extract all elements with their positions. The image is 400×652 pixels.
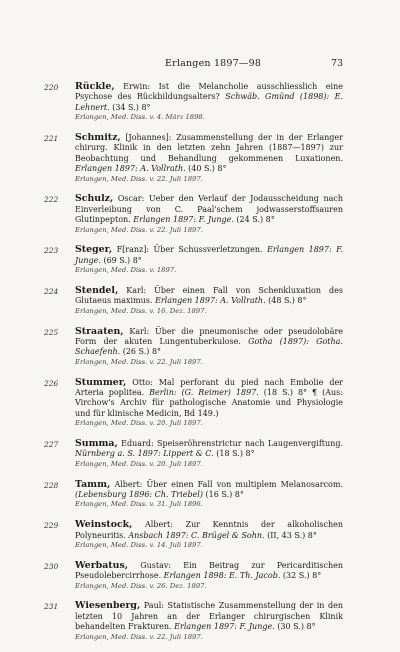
entry-extent: (26 S.) 8°	[120, 347, 162, 357]
author-surname: Schulz,	[75, 193, 114, 205]
author-given-name: Otto:	[126, 377, 153, 387]
author-surname: Straaten,	[75, 325, 124, 337]
entry-text	[75, 561, 343, 582]
entry-dissertation-note: Erlangen, Med. Diss. v. 14. Juli 1897.	[75, 541, 203, 549]
entry-text	[75, 286, 343, 307]
author-given-name: Eduard:	[117, 439, 154, 448]
entry-publication: Nürnberg a. S. 1897: Lippert & C.	[75, 449, 214, 459]
entry-text	[75, 245, 343, 266]
author-given-name: Albert:	[110, 479, 143, 489]
list-item	[0, 520, 400, 550]
list-item	[0, 480, 400, 510]
entry-publication: Erlangen 1897: F. Junge.	[174, 622, 275, 632]
entry-number: 226	[44, 378, 59, 388]
entry-number: 227	[44, 440, 59, 449]
entry-text	[75, 378, 343, 420]
page-header	[0, 58, 400, 74]
list-item	[0, 439, 400, 469]
entry-number: 221	[44, 134, 59, 143]
entry-extent: (32 S.) 8°	[280, 571, 322, 581]
entry-publication: Erlangen 1897: A. Vollrath.	[75, 164, 186, 174]
entry-extent: (40 S.) 8°	[185, 164, 227, 174]
entry-extent: (24 S.) 8°	[233, 215, 275, 225]
entry-extent: (18 S.) 8° ¶ (Aus: Virchow's Archiv für pathologische Anatomie und Physiologie und für klinische Medicin, Bd 149.)	[75, 388, 343, 418]
entry-list	[0, 82, 400, 652]
entry-title: Über einen Fall von multiplem Melanosarcom.	[142, 479, 344, 489]
entry-title: Speiseröhrenstrictur nach Laugenvergiftung.	[153, 439, 343, 448]
entry-title: Ueber den Verlauf der Jodausscheidung nach Einverleibung von C. Paal'schem jodwasserstoffsauren Glutinpepton.	[75, 194, 344, 225]
author-given-name: Gustav:	[128, 560, 172, 570]
entry-dissertation-note: Erlangen, Med. Diss. v. 1897.	[75, 266, 177, 275]
author-given-name: Karl:	[123, 326, 150, 336]
entry-number: 229	[44, 521, 59, 531]
entry-text	[75, 327, 343, 358]
entry-publication: Erlangen 1897: F. Junge.	[133, 215, 234, 225]
entry-title: Mal perforant du pied nach Embolie der Arteria poplitea.	[75, 377, 344, 397]
entry-number: 228	[44, 480, 59, 490]
entry-extent: (69 S.) 8°	[100, 255, 142, 265]
entry-text	[75, 133, 343, 175]
entry-dissertation-note: Erlangen, Med. Diss. v. 22. Juli 1897.	[75, 357, 203, 366]
entry-publication: Erlangen 1897: F. Junge.	[75, 245, 343, 265]
list-item	[0, 286, 400, 316]
author-given-name: Erwin:	[114, 82, 151, 91]
author-surname: Schmitz,	[75, 132, 121, 143]
entry-dissertation-note: Erlangen, Med. Diss. v. 4. März 1898.	[75, 113, 205, 122]
entry-title: Statistische Zusammenstellung der in den letzten 10 Jahren an der Erlanger chirurgischen Klinik behandelten Frakturen.	[75, 601, 343, 632]
list-item	[0, 82, 400, 123]
entry-publication: Gotha (1897): Gotha. Schaefenh.	[75, 337, 343, 357]
list-item	[0, 133, 400, 184]
entry-dissertation-note: Erlangen, Med. Diss. v. 22. Juli 1897.	[75, 174, 203, 183]
running-title: Erlangen 1897—98	[165, 58, 262, 69]
entry-text	[75, 520, 343, 541]
author-surname: Rückle,	[75, 81, 115, 92]
author-given-name: Oscar:	[113, 194, 145, 204]
author-surname: Tamm,	[75, 478, 111, 490]
author-surname: Steger,	[75, 244, 113, 256]
entry-title: Über Schussverletzungen.	[149, 245, 267, 255]
entry-publication: Berlin: (G. Reimer) 1897.	[149, 388, 259, 397]
list-item	[0, 561, 400, 591]
author-surname: Wiesenberg,	[75, 600, 141, 612]
entry-number: 223	[44, 246, 59, 256]
entry-title: Über einen Fall von Schenkluxation des Glutaeus maximus.	[75, 286, 344, 306]
entry-text	[75, 82, 343, 113]
entry-dissertation-note: Erlangen, Med. Diss. v. 26. Dez. 1897.	[75, 581, 207, 590]
entry-text	[75, 194, 343, 225]
author-surname: Stendel,	[75, 285, 119, 296]
entry-publication: (Lebensburg 1896: Ch. Triebel)	[75, 490, 203, 499]
entry-number: 225	[44, 327, 59, 337]
entry-dissertation-note: Erlangen, Med. Diss. v. 22. Juli 1897.	[75, 632, 203, 641]
entry-publication: Schwäb. Gmünd (1898): E. Lehnert.	[75, 92, 344, 112]
author-given-name: Paul:	[140, 601, 164, 611]
author-surname: Werbatus,	[75, 559, 128, 571]
entry-text	[75, 480, 343, 501]
author-given-name: [Johannes]:	[120, 133, 172, 142]
list-item	[0, 194, 400, 235]
list-item	[0, 601, 400, 642]
author-surname: Weinstock,	[75, 519, 133, 531]
author-given-name: Karl:	[118, 286, 147, 295]
entry-extent: (48 S.) 8°	[265, 296, 307, 306]
author-surname: Summa,	[75, 438, 118, 449]
entry-text	[75, 439, 343, 460]
entry-dissertation-note: Erlangen, Med. Diss. v. 31. Juli 1896.	[75, 500, 203, 509]
entry-dissertation-note: Erlangen, Med. Diss. v. 20. Juli 1897.	[75, 419, 203, 428]
entry-publication: Erlangen 1897: A. Vollrath.	[154, 296, 266, 306]
entry-dissertation-note: Erlangen, Med. Diss. v. 20. Juli 1897.	[75, 459, 203, 468]
author-given-name: F[ranz]:	[112, 245, 150, 255]
entry-extent: (II, 43 S.) 8°	[264, 530, 317, 540]
list-item	[0, 327, 400, 368]
entry-number: 231	[44, 602, 59, 612]
entry-title: Über die pneumonische oder pseudolobäre Form der akuten Lungentuberkulose.	[75, 326, 344, 346]
author-given-name: Albert:	[132, 520, 173, 530]
entry-extent: (16 S.) 8°	[203, 490, 244, 499]
entry-number: 224	[44, 287, 59, 296]
author-surname: Stummer,	[75, 376, 127, 388]
list-item	[0, 245, 400, 275]
entry-number: 220	[44, 83, 59, 92]
entry-publication: Erlangen 1898: E. Th. Jacob.	[163, 571, 281, 581]
entry-extent: (34 S.) 8°	[109, 102, 151, 112]
entry-title: Zusammenstellung der in der Erlanger chirurg. Klinik in den letzten zehn Jahren (1887—1897) zur Beobachtung und Behandlung gekommenen Luxationen.	[75, 133, 343, 163]
entry-title: Ein Beitrag zur Pericarditischen Pseudolebercirrhose.	[75, 560, 344, 581]
entry-dissertation-note: Erlangen, Med. Diss. v. 22. Juli 1897.	[75, 225, 203, 234]
entry-title: Ist die Melancholie ausschliesslich eine Psychose des Rückbildungsalters?	[75, 82, 343, 102]
entry-extent: (18 S.) 8°	[213, 449, 255, 459]
entry-number: 222	[44, 195, 59, 205]
list-item	[0, 378, 400, 429]
entry-text	[75, 601, 343, 632]
entry-publication: Ansbach 1897: C. Brügel & Sohn.	[128, 530, 265, 540]
entry-extent: (30 S.) 8°	[274, 622, 316, 632]
entry-title: Zur Kenntnis der alkoholischen Polyneuritis.	[75, 520, 344, 540]
entry-dissertation-note: Erlangen, Med. Diss. v. 16. Dez. 1897.	[75, 306, 207, 315]
entry-number: 230	[44, 561, 59, 571]
page-number: 73	[331, 58, 344, 69]
